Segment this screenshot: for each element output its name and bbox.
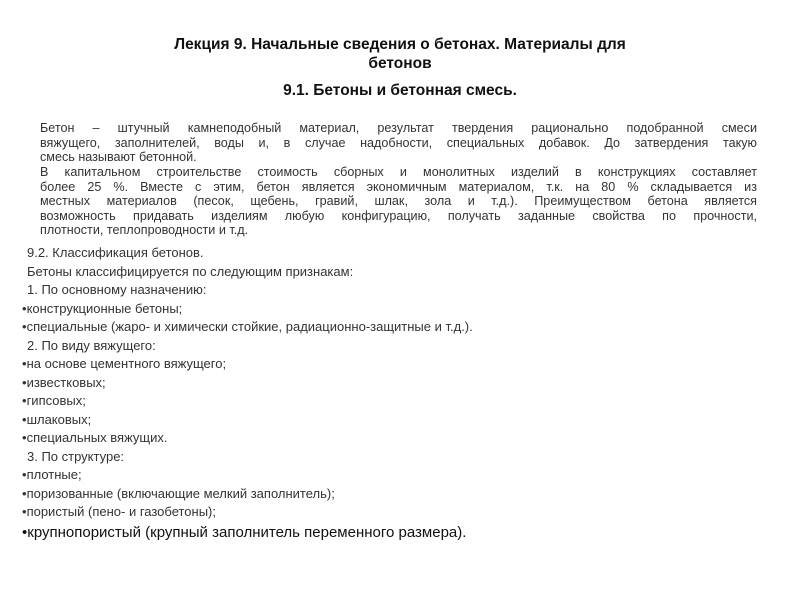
bullet-item: • специальные (жаро- и химически стойкие, радиационно-защитные и т.д.).	[22, 318, 473, 337]
bullet-item: • гипсовых;	[22, 392, 473, 411]
bullet-item: • крупнопористый (крупный заполнитель переменного размера).	[22, 522, 473, 543]
paragraph-line: плотности, теплопроводности и т.д.	[40, 223, 249, 238]
paragraph-line: местных материалов (песок, щебень, гравий, шлак, зола и т.д.). Преимуществом бетона является	[40, 194, 757, 209]
bullet-item: • конструкционные бетоны;	[22, 300, 473, 319]
list-heading: 1. По основному назначению:	[27, 282, 207, 297]
section-title: 9.1. Бетоны и бетонная смесь.	[283, 82, 517, 99]
bullet-item: • известковых;	[22, 374, 473, 393]
paragraph-line: смесь называют бетонной.	[40, 150, 197, 165]
list-heading: Бетоны классифицируется по следующим признакам:	[27, 263, 354, 279]
bullet-item: • специальных вяжущих.	[22, 429, 473, 448]
paragraph-line: вяжущего, заполнителей, воды и, в случае надобности, специальных добавок. До затвердения такую	[40, 135, 757, 150]
classification-list	[22, 244, 473, 543]
list-heading: 3. По структуре:	[27, 448, 125, 464]
bullet-item: • шлаковых;	[22, 411, 473, 430]
list-heading: 2. По виду вяжущего:	[27, 337, 156, 353]
paragraph-line: более 25 %. Вместе с этим, бетон является экономичным материалом, т.к. на 80 % складывается из	[40, 179, 757, 194]
paragraph-line: возможность придавать изделиям любую конфигурацию, получать заданные свойства по прочности,	[40, 208, 757, 223]
paragraph-economics	[40, 165, 757, 238]
bullet-item: • поризованные (включающие мелкий заполнитель);	[22, 485, 473, 504]
bullet-item: • на основе цементного вяжущего;	[22, 355, 473, 374]
paragraph-definition	[40, 121, 757, 165]
lecture-title-line-1: Лекция 9. Начальные сведения о бетонах. Материалы для	[174, 36, 626, 53]
lecture-title-line-2: бетонов	[368, 55, 432, 72]
bullet-item: • пористый (пено- и газобетоны);	[22, 503, 473, 522]
list-heading: 9.2. Классификация бетонов.	[27, 245, 204, 260]
paragraph-line: Бетон – штучный камнеподобный материал, результат твердения рационально подобранной смеси	[40, 121, 757, 135]
bullet-item: • плотные;	[22, 466, 473, 485]
paragraph-line: В капитальном строительстве стоимость сборных и монолитных изделий в конструкциях составляет	[40, 165, 757, 179]
